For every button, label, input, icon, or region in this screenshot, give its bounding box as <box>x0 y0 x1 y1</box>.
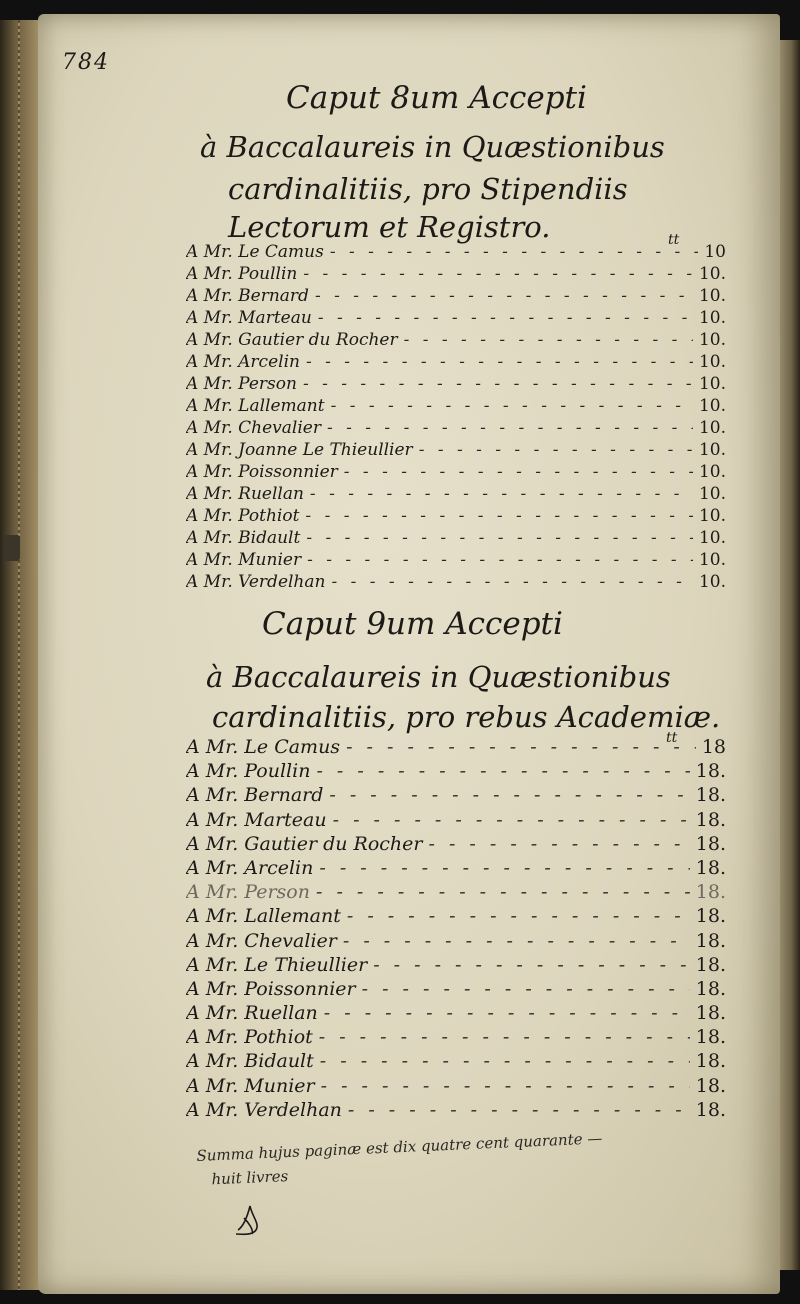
ledger-entry <box>186 1075 726 1099</box>
entry-amount: 10. <box>698 396 726 416</box>
leader-dashes <box>321 1075 690 1097</box>
entry-amount: 18. <box>695 856 726 879</box>
entry-name: A Mr. Chevalier <box>186 418 321 438</box>
entry-amount: 10. <box>698 330 726 350</box>
entry-amount: 18. <box>695 905 726 928</box>
leader-dashes <box>315 286 693 306</box>
page-total-line2: huit livres <box>211 1167 289 1189</box>
ledger-entry <box>186 572 726 594</box>
section1-currency-mark: tt <box>668 232 680 248</box>
leader-dashes <box>324 1002 690 1024</box>
entry-amount: 10. <box>698 352 726 372</box>
leader-dashes <box>305 506 693 526</box>
entry-name: A Mr. Pothiot <box>186 1026 313 1049</box>
entry-amount: 10. <box>698 572 726 592</box>
ledger-entry <box>186 954 726 978</box>
entry-name: A Mr. Munier <box>186 550 302 570</box>
entry-amount: 10. <box>698 506 726 526</box>
ledger-entry <box>186 930 726 954</box>
entry-name: A Mr. Lallemant <box>186 396 325 416</box>
ledger-entry <box>186 736 726 760</box>
leader-dashes <box>348 1099 690 1121</box>
page-total-line1: Summa hujus paginæ est dix quatre cent quarante — <box>196 1129 603 1165</box>
section1-heading-line3: cardinalitiis, pro Stipendiis <box>228 172 628 206</box>
entry-name: A Mr. Poullin <box>186 264 298 284</box>
page-stack-stripe <box>18 20 20 1290</box>
leader-dashes <box>327 418 693 438</box>
leader-dashes <box>320 1050 690 1072</box>
entry-name: A Mr. Marteau <box>186 308 312 328</box>
section2-entry-list <box>186 736 726 1123</box>
leader-dashes <box>306 528 693 548</box>
entry-name: A Mr. Joanne Le Thieullier <box>186 440 413 460</box>
leader-dashes <box>429 833 690 855</box>
leader-dashes <box>319 857 689 879</box>
entry-amount: 18. <box>695 808 726 831</box>
entry-name: A Mr. Poullin <box>186 760 311 783</box>
entry-name: A Mr. Gautier du Rocher <box>186 832 423 855</box>
entry-name: A Mr. Munier <box>186 1074 315 1097</box>
book-fore-edge-left <box>0 20 42 1290</box>
ledger-entry <box>186 905 726 929</box>
leader-dashes <box>316 760 689 782</box>
leader-dashes <box>306 352 693 372</box>
entry-name: A Mr. Person <box>186 881 310 904</box>
entry-amount: 10. <box>698 528 726 548</box>
ledger-entry <box>186 330 726 352</box>
leader-dashes <box>404 330 693 350</box>
leader-dashes <box>319 1026 690 1048</box>
ledger-entry <box>186 809 726 833</box>
paraph-signature-mark <box>230 1200 270 1240</box>
leader-dashes <box>346 736 696 758</box>
entry-name: A Mr. Lallemant <box>186 905 341 928</box>
ledger-entry <box>186 396 726 418</box>
entry-name: A Mr. Verdelhan <box>186 1098 342 1121</box>
ledger-entry <box>186 308 726 330</box>
ledger-entry <box>186 484 726 506</box>
entry-amount: 10. <box>698 418 726 438</box>
entry-amount: 10. <box>698 462 726 482</box>
leader-dashes <box>310 484 693 504</box>
entry-amount: 10. <box>698 308 726 328</box>
entry-amount: 10 <box>704 242 726 262</box>
entry-name: A Mr. Poissonnier <box>186 977 356 1000</box>
entry-name: A Mr. Poissonnier <box>186 462 338 482</box>
folio-number: 784 <box>62 50 110 75</box>
section1-heading-line4: Lectorum et Registro. <box>228 210 551 244</box>
leader-dashes <box>331 572 692 592</box>
entry-name: A Mr. Le Camus <box>186 242 324 262</box>
entry-amount: 10. <box>698 440 726 460</box>
entry-amount: 18. <box>695 1002 726 1025</box>
leader-dashes <box>333 809 690 831</box>
book-fore-edge-right <box>778 40 800 1270</box>
entry-amount: 10. <box>698 264 726 284</box>
leader-dashes <box>331 396 693 416</box>
leader-dashes <box>330 242 699 262</box>
entry-amount: 10. <box>698 374 726 394</box>
section2-heading-line3: cardinalitiis, pro rebus Academiæ. <box>212 700 721 734</box>
ledger-entry <box>186 881 726 905</box>
entry-name: A Mr. Pothiot <box>186 506 300 526</box>
entry-name: A Mr. Bidault <box>186 1050 314 1073</box>
section1-caput-heading: Caput 8um Accepti <box>286 80 587 116</box>
entry-name: A Mr. Le Camus <box>186 736 341 758</box>
entry-amount: 18. <box>695 1026 726 1049</box>
ledger-entry <box>186 978 726 1002</box>
ledger-entry <box>186 784 726 808</box>
entry-name: A Mr. Bidault <box>186 528 301 548</box>
entry-name: A Mr. Ruellan <box>186 1002 318 1025</box>
ledger-entry <box>186 264 726 286</box>
book-tab-marker <box>4 535 20 561</box>
section1-entry-list <box>186 242 726 594</box>
section2-heading-line2: à Baccalaureis in Quæstionibus <box>206 660 671 694</box>
section1-heading-line2: à Baccalaureis in Quæstionibus <box>200 130 665 164</box>
entry-amount: 18. <box>695 1074 726 1097</box>
ledger-entry <box>186 1099 726 1123</box>
leader-dashes <box>318 308 693 328</box>
leader-dashes <box>303 374 693 394</box>
entry-amount: 18. <box>695 832 726 855</box>
ledger-entry <box>186 528 726 550</box>
entry-name: A Mr. Chevalier <box>186 929 337 952</box>
leader-dashes <box>316 881 690 903</box>
section2-caput-heading: Caput 9um Accepti <box>262 606 563 642</box>
leader-dashes <box>373 954 690 976</box>
entry-amount: 18. <box>695 977 726 1000</box>
entry-name: A Mr. Person <box>186 374 297 394</box>
entry-name: A Mr. Arcelin <box>186 352 300 372</box>
leader-dashes <box>347 905 690 927</box>
leader-dashes <box>362 978 690 1000</box>
ledger-entry <box>186 857 726 881</box>
leader-dashes <box>419 440 693 460</box>
ledger-entry <box>186 506 726 528</box>
entry-name: A Mr. Ruellan <box>186 484 304 504</box>
leader-dashes <box>303 264 693 284</box>
leader-dashes <box>343 930 690 952</box>
entry-amount: 18. <box>695 1050 726 1073</box>
entry-name: A Mr. Le Thieullier <box>186 953 368 976</box>
entry-amount: 18. <box>695 760 726 783</box>
entry-amount: 18. <box>695 881 726 904</box>
section2-currency-mark: tt <box>666 730 678 746</box>
ledger-entry <box>186 1050 726 1074</box>
entry-amount: 18. <box>695 953 726 976</box>
ledger-entry <box>186 550 726 572</box>
ledger-entry <box>186 352 726 374</box>
leader-dashes <box>307 550 693 570</box>
entry-name: A Mr. Bernard <box>186 784 324 807</box>
entry-amount: 18. <box>695 929 726 952</box>
entry-name: A Mr. Verdelhan <box>186 572 326 592</box>
entry-name: A Mr. Arcelin <box>186 856 314 879</box>
entry-name: A Mr. Marteau <box>186 808 327 831</box>
ledger-entry <box>186 242 726 264</box>
entry-amount: 10. <box>698 286 726 306</box>
page-total-note <box>196 1124 658 1192</box>
ledger-entry <box>186 440 726 462</box>
leader-dashes <box>329 784 689 806</box>
ledger-entry <box>186 374 726 396</box>
entry-amount: 18. <box>695 1098 726 1121</box>
entry-name: A Mr. Gautier du Rocher <box>186 330 398 350</box>
ledger-entry <box>186 286 726 308</box>
leader-dashes <box>344 462 693 482</box>
entry-amount: 10. <box>698 550 726 570</box>
ledger-entry <box>186 833 726 857</box>
ledger-entry <box>186 760 726 784</box>
ledger-entry <box>186 462 726 484</box>
manuscript-page <box>38 14 780 1294</box>
ledger-entry <box>186 1002 726 1026</box>
entry-amount: 18 <box>701 736 726 758</box>
entry-amount: 18. <box>695 784 726 807</box>
ledger-entry <box>186 1026 726 1050</box>
entry-amount: 10. <box>698 484 726 504</box>
entry-name: A Mr. Bernard <box>186 286 309 306</box>
ledger-entry <box>186 418 726 440</box>
